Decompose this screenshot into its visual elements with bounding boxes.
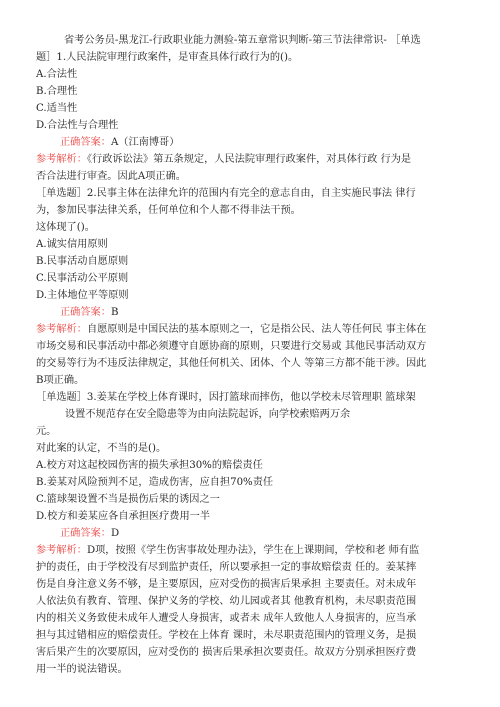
q1-title-line1: 省考公务员-黑龙江-行政职业能力测验-第五章常识判断-第三节法律常识- ［单选 [64,35,421,46]
q3-answer-value: D [110,528,120,539]
document-page [36,32,464,678]
q2-analysis-label: 参考解析： [36,324,87,335]
q2-option-a: A.诚实信用原则 [36,239,108,250]
q2-analysis-line2: 市场交易和民事活动中都必须遵守自愿协商的原则，只要进行交易或 其他民事活动双方 [36,341,427,352]
q1-title-line2: 题］1.人民法院审理行政案件，是审查具体行政行为的()。 [36,52,299,63]
q3-stem-line2: 设置不规范存在安全隐患等为由向法院起诉，向学校索赔两万余 [65,409,351,420]
q2-stem-line3: 这体现了()。 [36,222,95,233]
q3-analysis-line3: 伤是自身注意义务不够，是主要原因，应对受伤的损害后果承担 主要责任。对未成年 [36,579,417,590]
q3-stem-line3: 元。 [36,426,57,437]
q2-stem-line2: 为，参加民事法律关系，任何单位和个人都不得非法干预。 [36,205,301,216]
q1-analysis-line2: 否合法进行审查。因此A项正确。 [36,171,186,182]
q3-answer [36,525,464,542]
q3-option-c: C.篮球架设置不当是损伤后果的诱因之一 [36,494,220,505]
q1-analysis-line1 [36,151,464,168]
q1-answer [36,134,464,151]
q1-option-d: D.合法性与合理性 [36,120,119,131]
q3-option-a: A.校方对这起校园伤害的损失承担30%的赔偿责任 [36,460,263,471]
q2-option-d: D.主体地位平等原则 [36,290,129,301]
q2-analysis-line3: 的交易等行为不违反法律规定，其他任何机关、团体、个人 等第三方都不能干涉。因此 [36,358,427,369]
q1-option-b: B.合理性 [36,86,78,97]
q1-option-a: A.合法性 [36,69,78,80]
q3-analysis-line8: 用一半的说法错误。 [36,664,128,675]
q1-option-c: C.适当性 [36,103,78,114]
q2-answer [36,304,464,321]
q1-answer-label: 正确答案： [60,137,111,148]
q2-analysis-line4: B项正确。 [36,375,85,386]
q3-option-b: B.姜某对风险预判不足，造成伤害，应自担70%责任 [36,477,274,488]
q2-analysis-text1: 自愿原则是中国民法的基本原则之一，它是指公民、法人等任何民 事主体在 [86,324,427,335]
q2-answer-label: 正确答案： [60,307,111,318]
q3-option-d: D.校方和姜某应各自承担医疗费用一半 [36,511,211,522]
q2-option-b: B.民事活动自愿原则 [36,256,129,267]
q3-analysis-line7: 害后果产生的次要原因，应对受伤的 损害后果承担次要责任。故双方分别承担医疗费 [36,647,417,658]
q3-analysis-line4: 人依法负有教育、管理、保护义务的学校、幼儿园或者其 他教育机构，未尽职责范围 [36,596,417,607]
q2-analysis-line1 [36,321,464,338]
q3-analysis-text1: D项，按照《学生伤害事故处理办法》，学生在上课期间，学校和老 师有监 [86,545,420,556]
q1-analysis-label: 参考解析： [36,154,87,165]
q3-analysis-line6: 担与其过错相应的赔偿责任。学校在上体育 课时，未尽职责范围内的管理义务，是损 [36,630,417,641]
q3-analysis-line1 [36,542,464,559]
q3-analysis-line5: 内的相关义务致使未成年人遭受人身损害，或者未 成年人致他人人身损害的，应当承 [36,613,417,624]
q3-answer-label: 正确答案： [60,528,111,539]
q2-answer-value: B [110,307,119,318]
q3-analysis-line2: 护的责任，由于学校没有尽到监护责任，所以要承担一定的事故赔偿责 任的。姜某摔 [36,562,417,573]
q1-answer-value: A（江南博哥） [110,137,180,148]
q2-option-c: C.民事活动公平原则 [36,273,129,284]
q3-analysis-label: 参考解析： [36,545,87,556]
q3-stem-line4: 对此案的认定，不当的是()。 [36,443,167,454]
q2-stem-line1: ［单选题］2.民事主体在法律允许的范围内有完全的意志自由，自主实施民事法 律行 [36,188,416,199]
q1-analysis-text1: 《行政诉讼法》第五条规定，人民法院审理行政案件，对具体行政 行为是 [86,154,412,165]
q3-stem-line1: ［单选题］3.姜某在学校上体育课时，因打篮球而摔伤，他以学校未尽管理职 篮球架 [36,392,416,403]
